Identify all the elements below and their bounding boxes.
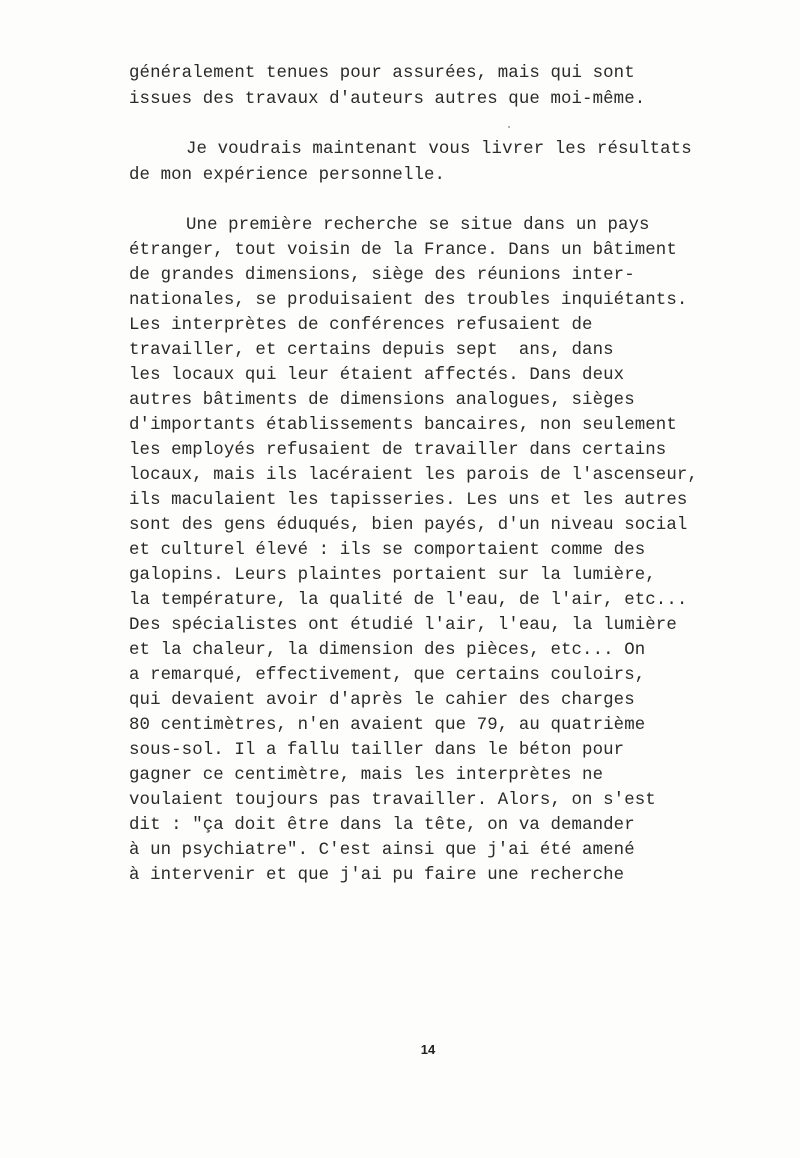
paragraph-3-line-20: qui devaient avoir d'après le cahier des charges bbox=[129, 691, 635, 710]
paragraph-3-line-23: gagner ce centimètre, mais les interprètes ne bbox=[129, 766, 604, 785]
paragraph-3-line-11: locaux, mais ils lacéraient les parois de l'ascenseur, bbox=[129, 466, 698, 485]
paragraph-3-line-5: Les interprètes de conférences refusaient de bbox=[129, 316, 593, 335]
paragraph-3-line-19: a remarqué, effectivement, que certains couloirs, bbox=[129, 666, 646, 685]
paragraph-3-line-16: la température, la qualité de l'eau, de l'air, etc... bbox=[129, 591, 688, 610]
paragraph-3-line-8: autres bâtiments de dimensions analogues, sièges bbox=[129, 391, 635, 410]
page-number: 14 bbox=[420, 1042, 436, 1057]
paragraph-3-line-26: à un psychiatre". C'est ainsi que j'ai été amené bbox=[129, 841, 635, 860]
paragraph-3-line-21: 80 centimètres, n'en avaient que 79, au quatrième bbox=[129, 716, 646, 735]
paragraph-1-line-2: issues des travaux d'auteurs autres que moi-même. bbox=[129, 90, 646, 109]
paragraph-3-line-12: ils maculaient les tapisseries. Les uns et les autres bbox=[129, 491, 688, 510]
paragraph-3-line-14: et culturel élevé : ils se comportaient comme des bbox=[129, 541, 646, 560]
paragraph-3-line-2: étranger, tout voisin de la France. Dans un bâtiment bbox=[129, 241, 677, 260]
paragraph-3-line-17: Des spécialistes ont étudié l'air, l'eau, la lumière bbox=[129, 616, 677, 635]
paragraph-3-line-25: dit : "ça doit être dans la tête, on va demander bbox=[129, 816, 635, 835]
paragraph-3-line-7: les locaux qui leur étaient affectés. Dans deux bbox=[129, 366, 625, 385]
paragraph-3-line-27: à intervenir et que j'ai pu faire une recherche bbox=[129, 866, 625, 885]
paragraph-3-line-18: et la chaleur, la dimension des pièces, etc... On bbox=[129, 641, 646, 660]
paragraph-3-line-13: sont des gens éduqués, bien payés, d'un niveau social bbox=[129, 516, 688, 535]
paragraph-3-line-6: travailler, et certains depuis sept ans, dans bbox=[129, 341, 614, 360]
paragraph-1-line-1: généralement tenues pour assurées, mais qui sont bbox=[129, 64, 635, 83]
paragraph-3-line-1: Une première recherche se situe dans un pays bbox=[186, 216, 650, 235]
paragraph-3-line-10: les employés refusaient de travailler dans certains bbox=[129, 441, 667, 460]
paragraph-3-line-24: voulaient toujours pas travailler. Alors, on s'est bbox=[129, 791, 656, 810]
paragraph-3-line-9: d'importants établissements bancaires, non seulement bbox=[129, 416, 677, 435]
paragraph-3-line-4: nationales, se produisaient des troubles inquiétants. bbox=[129, 291, 688, 310]
paragraph-3-line-15: galopins. Leurs plaintes portaient sur la lumière, bbox=[129, 566, 656, 585]
paper-speck bbox=[508, 126, 510, 128]
paragraph-2-line-2: de mon expérience personnelle. bbox=[129, 166, 446, 185]
paragraph-3-line-22: sous-sol. Il a fallu tailler dans le béton pour bbox=[129, 741, 625, 760]
paragraph-2-line-1: Je voudrais maintenant vous livrer les résultats bbox=[186, 140, 692, 159]
paragraph-3-line-3: de grandes dimensions, siège des réunions inter- bbox=[129, 266, 635, 285]
